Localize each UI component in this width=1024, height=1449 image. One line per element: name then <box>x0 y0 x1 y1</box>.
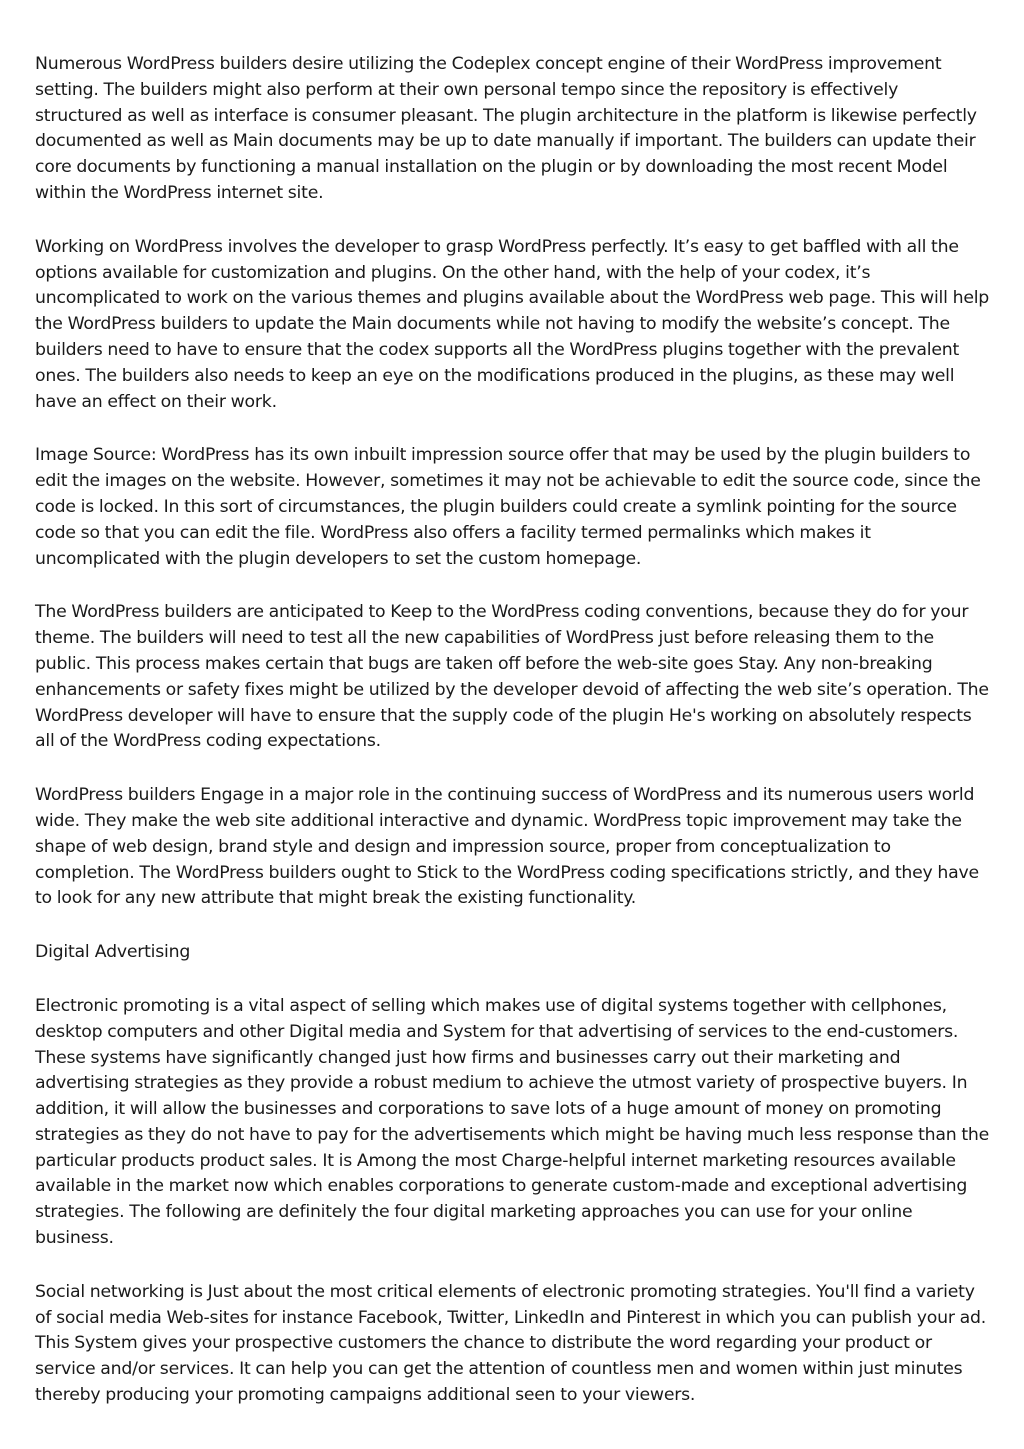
paragraph-codeplex: Numerous WordPress builders desire utilizing the Codeplex concept engine of their WordPress improvement setting. The builders might also perform at their own personal tempo since the repository is effectively structured as well as interface is consumer pleasant. The plugin architecture in the platform is likewise perfectly documented as well as Main documents may be up to date manually if important. The builders can update their core documents by functioning a manual installation on the plugin or by downloading the most recent Model within the WordPress internet site. <box>35 54 977 203</box>
paragraph-coding-conventions: The WordPress builders are anticipated to Keep to the WordPress coding conventions, because they do for your theme. The builders will need to test all the new capabilities of WordPress just before releasing them to the public. This process makes certain that bugs are taken off before the web-site goes Stay. Any non-breaking enhancements or safety fixes might be utilized by the developer devoid of affecting the web site’s operation. The WordPress developer will have to ensure that the supply code of the plugin He's working on absolutely respects all of the WordPress coding expectations. <box>35 602 989 752</box>
paragraph-builders-role: WordPress builders Engage in a major role in the continuing success of WordPress and its numerous users world wide. They make the web site additional interactive and dynamic. WordPress topic improvement may take the shape of web design, brand style and design and impression source, proper from conceptualization to completion. The WordPress builders ought to Stick to the WordPress coding specifications strictly, and they have to look for any new attribute that might break the existing functionality. <box>35 785 979 909</box>
paragraph-image-source: Image Source: WordPress has its own inbuilt impression source offer that may be used by the plugin builders to edit the images on the website. However, sometimes it may not be achievable to edit the source code, since the code is locked. In this sort of circumstances, the plugin builders could create a symlink pointing for the source code so that you can edit the file. WordPress also offers a facility termed permalinks which makes it uncomplicated with the plugin developers to set the custom homepage. <box>35 445 981 569</box>
paragraph-electronic-promoting: Electronic promoting is a vital aspect of selling which makes use of digital systems together with cellphones, desktop computers and other Digital media and System for that advertising of services to the end-customers. These systems have significantly changed just how firms and businesses carry out their marketing and advertising strategies as they provide a robust medium to achieve the utmost variety of prospective buyers. In addition, it will allow the businesses and corporations to save lots of a huge amount of money on promoting strategies as they do not have to pay for the advertisements which might be having much less response than the particular products product sales. It is Among the most Charge-helpful internet marketing resources available available in the market now which enables corporations to generate custom-made and exceptional advertising strategies. The following are definitely the four digital marketing approaches you can use for your online business. <box>35 995 990 1249</box>
paragraph-working-on-wordpress: Working on WordPress involves the developer to grasp WordPress perfectly. It’s easy to get baffled with all the options available for customization and plugins. On the other hand, with the help of your codex, it’s uncomplicated to work on the various themes and plugins available about the WordPress web page. This will help the WordPress builders to update the Main documents while not having to modify the website’s concept. The builders need to have to ensure that the codex supports all the WordPress plugins together with the prevalent ones. The builders also needs to keep an eye on the modifications produced in the plugins, as these may well have an effect on their work. <box>35 236 990 412</box>
paragraph-social-networking: Social networking is Just about the most critical elements of electronic promoting strategies. You'll find a variety of social media Web-sites for instance Facebook, Twitter, LinkedIn and Pinterest in which you can publish your ad. This System gives your prospective customers the chance to distribute the word regarding your product or service and/or services. It can help you can get the attention of countless men and women within just minutes thereby producing your promoting campaigns additional seen to your viewers. <box>35 1281 986 1406</box>
section-heading-digital-advertising: Digital Advertising <box>35 942 191 963</box>
